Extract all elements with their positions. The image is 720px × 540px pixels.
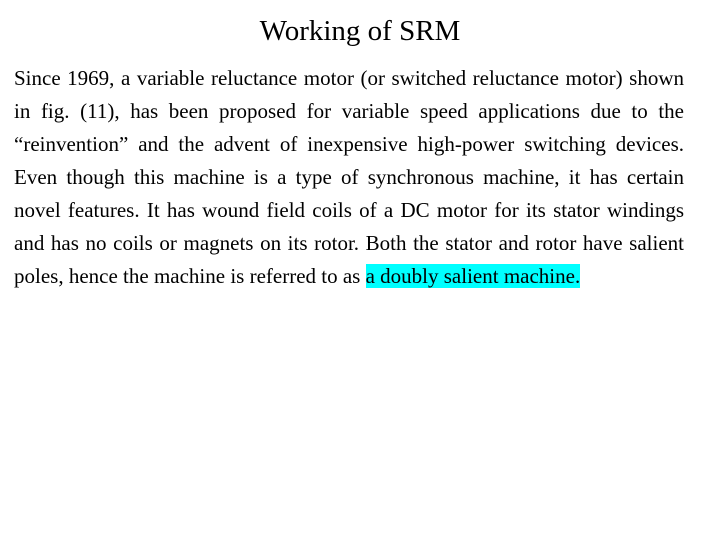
body-text-main: Since 1969, a variable reluctance motor (or switched reluctance motor) shown in fig. (11), has been proposed for variable speed applications due to the “reinvention” and the advent of inexpensive high-power switching devices. Even though this machine is a type of synchronous machine, it has certain novel features. It has wound field coils of a DC motor for its stator windings and has no coils or magnets on its rotor. Both the stator and rotor have salient poles, hence the machine is referred to as bbox=[14, 66, 684, 288]
slide-body-paragraph bbox=[14, 62, 684, 293]
slide-title: Working of SRM bbox=[259, 15, 461, 47]
highlighted-phrase: a doubly salient machine. bbox=[365, 264, 581, 288]
